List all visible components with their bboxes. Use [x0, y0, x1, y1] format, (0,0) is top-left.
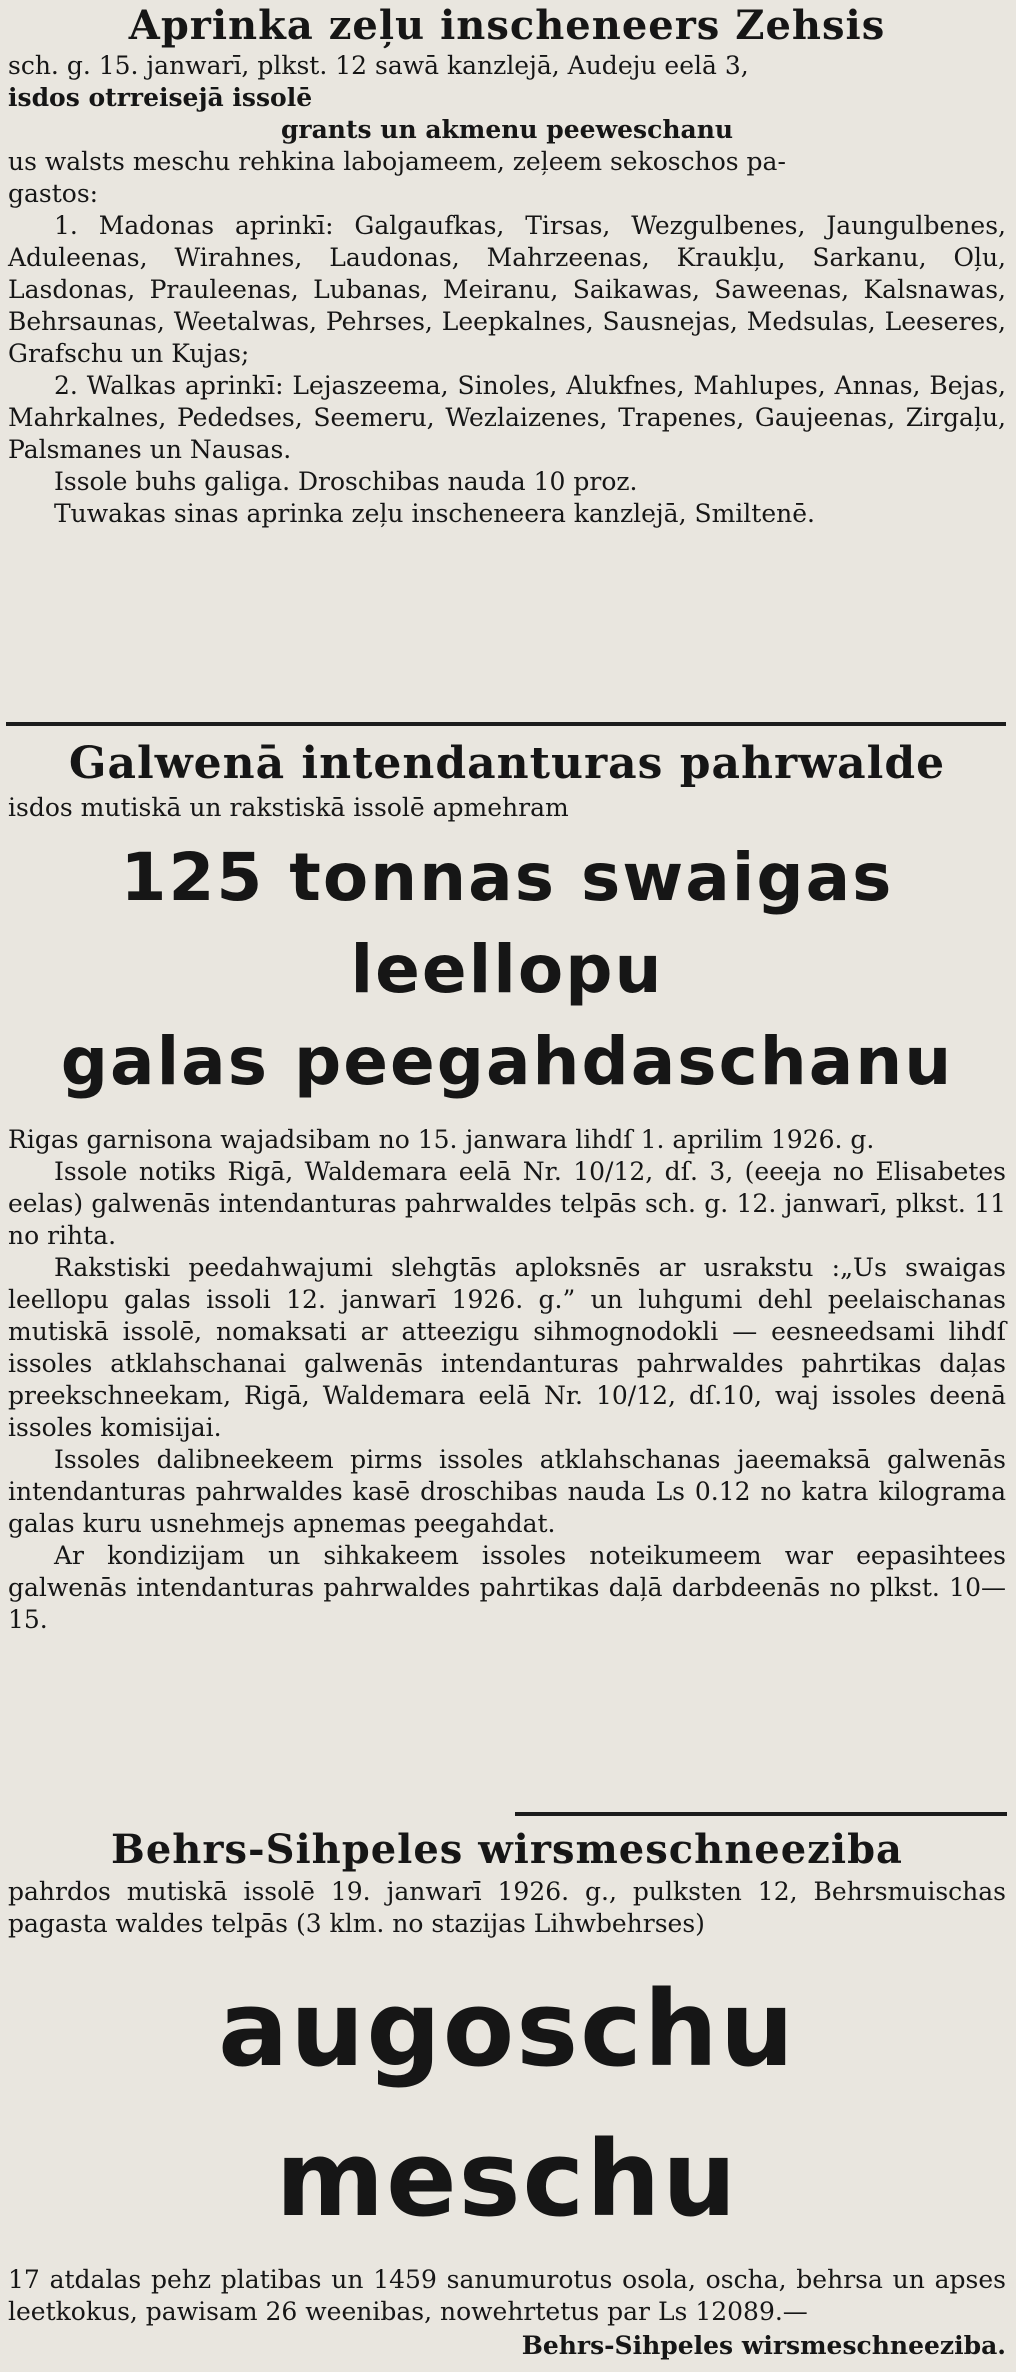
notice1-line-4: us walsts meschu rehkina labojameem, zeļeem sekoschos pa-: [8, 147, 786, 176]
notice1-line-2: isdos otrreisejā issolē: [8, 83, 313, 112]
notice-intendancy: [8, 736, 1006, 1636]
notice1-line-5: gastos:: [8, 179, 99, 208]
notice2-para-2: Issole notiks Rigā, Waldemara eelā Nr. 10/12, dſ. 3, (eeeja no Elisabetes eelas) galwenās intendanturas pahrwaldes telpās sch. g. 12. janwarī, plkst. 11 no rihta.: [8, 1157, 1006, 1250]
notice3-body: 17 atdalas pehz platibas un 1459 sanumurotus osola, oscha, behrsa un apses leetkokus, pawisam 26 weenibas, nowehrtetus par Ls 12089.—: [8, 2265, 1006, 2326]
notice2-title: Galwenā intendanturas pahrwalde: [68, 738, 946, 789]
notice2-para-3: Rakstiski peedahwajumi slehgtās aploksnēs ar usrakstu :„Us swaigas leellopu galas issoli 12. janwarī 1926. g.” un luhgumi dehl peelaischanas mutiskā issolē, nomaksati ar atteezigu sihmognodokli — eesneedsami lihdſ issoles atklahschanai galwenās intendanturas pahrwaldes pahrtikas daļas preekschneekam, Rigā, Waldemara eelā Nr. 10/12, dſ.10, waj issoles deenā issoles komisijai.: [8, 1253, 1006, 1442]
notice2-para-1: Rigas garnisona wajadsibam no 15. janwara lihdſ 1. aprilim 1926. g.: [8, 1125, 875, 1154]
notice2-headline-1: 125 tonnas swaigas leellopu: [120, 839, 894, 1008]
notice3-signature: Behrs-Sihpeles wirsmeschneeziba.: [521, 2331, 1006, 2360]
notice3-headline: augoschu meschu: [218, 1968, 796, 2240]
notice-road-engineer: [8, 2, 1006, 530]
notice1-title: Aprinka zeļu inscheneers Zehsis: [128, 2, 886, 49]
notice1-line-1: sch. g. 15. janwarī, plkst. 12 sawā kanzlejā, Audeju eelā 3,: [8, 51, 749, 80]
notice2-lead: isdos mutiskā un rakstiskā issolē apmehram: [8, 793, 569, 822]
notice1-info: Tuwakas sinas aprinka zeļu inscheneera kanzlejā, Smiltenē.: [54, 499, 815, 528]
notice2-para-5: Ar kondizijam un sihkakeem issoles noteikumeem war eepasihtees galwenās intendanturas pahrwaldes pahrtikas daļā darbdeenās no plkst. 10—15.: [8, 1541, 1006, 1634]
notice3-lead: pahrdos mutiskā issolē 19. janwarī 1926. g., pulksten 12, Behrsmuischas pagasta waldes telpās (3 klm. no stazijas Lihwbehrses): [8, 1877, 1006, 1938]
divider-1: [6, 722, 1006, 726]
notice1-district-madona: 1. Madonas aprinkī: Galgaufkas, Tirsas, Wezgulbenes, Jaungulbenes, Aduleenas, Wirahnes, Laudonas, Mahrzeenas, Kraukļu, Sarkanu, Oļu, Lasdonas, Prauleenas, Lubanas, Meiranu, Saikawas, Saweenas, Kalsnawas, Behrsaunas, Weetalwas, Pehrses, Leepkalnes, Sausnejas, Medsulas, Leeseres, Grafschu un Kujas;: [8, 211, 1006, 368]
notice3-title: Behrs-Sihpeles wirsmeschneeziba: [111, 1826, 903, 1873]
notice-forestry: [8, 1824, 1006, 2362]
divider-2: [515, 1812, 1007, 1816]
notice2-para-4: Issoles dalibneekeem pirms issoles atklahschanas jaeemaksā galwenās intendanturas pahrwaldes kasē droschibas nauda Ls 0.12 no katra kilograma galas kuru usnehmejs apnemas peegahdat.: [8, 1445, 1006, 1538]
notice1-line-3: grants un akmenu peeweschanu: [280, 115, 734, 144]
notice1-deposit: Issole buhs galiga. Droschibas nauda 10 proz.: [54, 467, 638, 496]
notice1-district-walka: 2. Walkas aprinkī: Lejaszeema, Sinoles, Alukfnes, Mahlupes, Annas, Bejas, Mahrkalnes, Pededses, Seemeru, Wezlaizenes, Trapenes, Gaujeenas, Zirgaļu, Palsmanes un Nausas.: [8, 371, 1006, 464]
notice2-headline-2: galas peegahdaschanu: [60, 1023, 954, 1100]
